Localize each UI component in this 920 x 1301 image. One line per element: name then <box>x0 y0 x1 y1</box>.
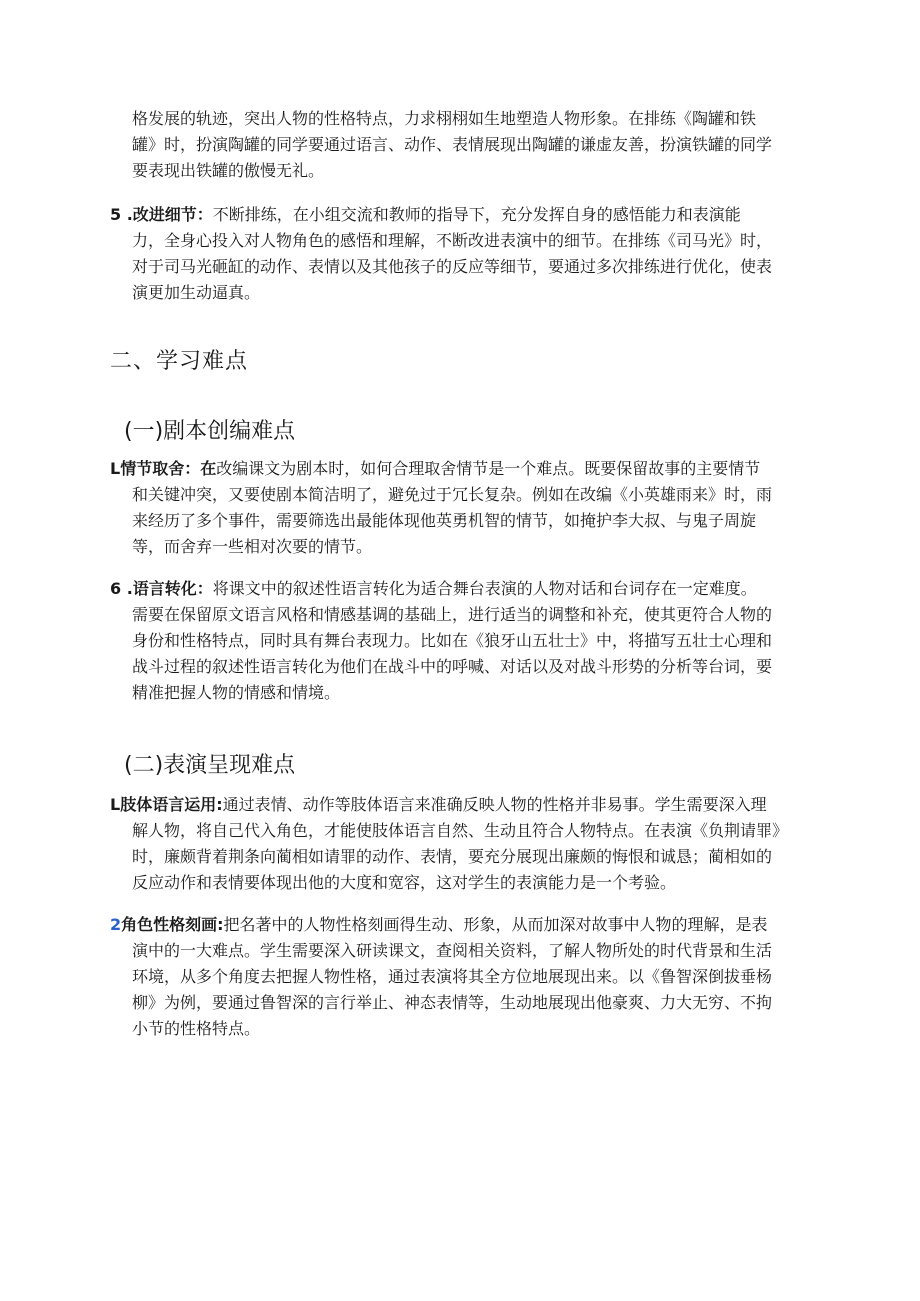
text-line: 环境，从多个角度去把握人物性格，通过表演将其全方位地展现出来。以《鲁智深倒拔垂杨 <box>132 967 773 986</box>
text-line: 演更加生动逼真。 <box>132 283 261 302</box>
list-term: 语言转化： <box>132 579 213 598</box>
list-item-language-conversion <box>110 576 812 706</box>
text-line: 通过表情、动作等肢体语言来准确反映人物的性格并非易事。学生需要深入理 <box>222 795 767 814</box>
list-number: 6 . <box>110 579 133 598</box>
text-line: 精准把握人物的情感和情境。 <box>132 683 341 702</box>
text-line: 力，全身心投入对人物角色的感悟和理解，不断改进表演中的细节。在排练《司马光》时， <box>132 231 773 250</box>
text-line: 需要在保留原文语言风格和情感基调的基础上，进行适当的调整和补充，使其更符合人物的 <box>132 605 773 624</box>
text-line: 格发展的轨迹，突出人物的性格特点，力求栩栩如生地塑造人物形象。在排练《陶罐和铁 <box>132 109 757 128</box>
text-line: 反应动作和表情要体现出他的大度和宽容，这对学生的表演能力是一个考验。 <box>132 873 677 892</box>
list-number: 2 <box>110 915 122 934</box>
text-line: 来经历了多个事件，需要筛选出最能体现他英勇机智的情节，如掩护李大叔、与鬼子周旋 <box>132 511 757 530</box>
list-item-character-portrayal <box>110 912 812 1042</box>
list-item-improve-details <box>110 202 812 306</box>
list-term: 改进细节： <box>132 205 213 224</box>
list-item-plot-selection <box>110 456 812 560</box>
list-item-body-language <box>110 792 812 896</box>
continuation-paragraph <box>132 106 812 184</box>
text-line: 时，廉颇背着荆条向蔺相如请罪的动作、表情，要充分展现出廉颇的悔恨和诚恳；蔺相如的 <box>132 847 773 866</box>
list-number: 5 . <box>110 205 133 224</box>
text-line: 改编课文为剧本时，如何合理取舍情节是一个难点。既要保留故事的主要情节 <box>216 459 761 478</box>
text-line: 对于司马光砸缸的动作、表情以及其他孩子的反应等细节，要通过多次排练进行优化，使表 <box>132 257 773 276</box>
text-line: 不断排练，在小组交流和教师的指导下，充分发挥自身的感悟能力和表演能 <box>212 205 741 224</box>
text-line: 战斗过程的叙述性语言转化为他们在战斗中的呼喊、对话以及对战斗形势的分析等台词，要 <box>132 657 773 676</box>
section-heading: 二、学习难点 <box>110 349 249 374</box>
text-line: 小节的性格特点。 <box>132 1019 261 1038</box>
text-line: 和关键冲突，又要使剧本简洁明了，避免过于冗长复杂。例如在改编《小英雄雨来》时，雨 <box>132 485 773 504</box>
text-line: 等，而舍弃一些相对次要的情节。 <box>132 537 373 556</box>
text-line: 演中的一大难点。学生需要深入研读课文，查阅相关资料，了解人物所处的时代背景和生活 <box>132 941 773 960</box>
text-line: 罐》时，扮演陶罐的同学要通过语言、动作、表情展现出陶罐的谦虚友善，扮演铁罐的同学 <box>132 135 773 154</box>
list-number: L <box>110 795 121 814</box>
text-line: 将课文中的叙述性语言转化为适合舞台表演的人物对话和台词存在一定难度。 <box>212 579 757 598</box>
text-line: 要表现出铁罐的傲慢无礼。 <box>132 161 325 180</box>
list-term: 情节取舍：在 <box>120 459 217 478</box>
text-line: 柳》为例，要通过鲁智深的言行举止、神态表情等，生动地展现出他豪爽、力大无穷、不拘 <box>132 993 773 1012</box>
subsection-heading: (一)剧本创编难点 <box>124 419 296 444</box>
text-line: 解人物，将自己代入角色，才能使肢体语言自然、生动且符合人物特点。在表演《负荆请罪》 <box>132 821 789 840</box>
text-line: 身份和性格特点，同时具有舞台表现力。比如在《狼牙山五壮士》中，将描写五壮士心理和 <box>132 631 773 650</box>
list-number: L <box>110 459 121 478</box>
list-term: 肢体语言运用: <box>120 795 223 814</box>
text-line: 把名著中的人物性格刻画得生动、形象，从而加深对故事中人物的理解，是表 <box>223 915 768 934</box>
subsection-heading: (二)表演呈现难点 <box>124 753 296 778</box>
list-term: 角色性格刻画: <box>121 915 224 934</box>
